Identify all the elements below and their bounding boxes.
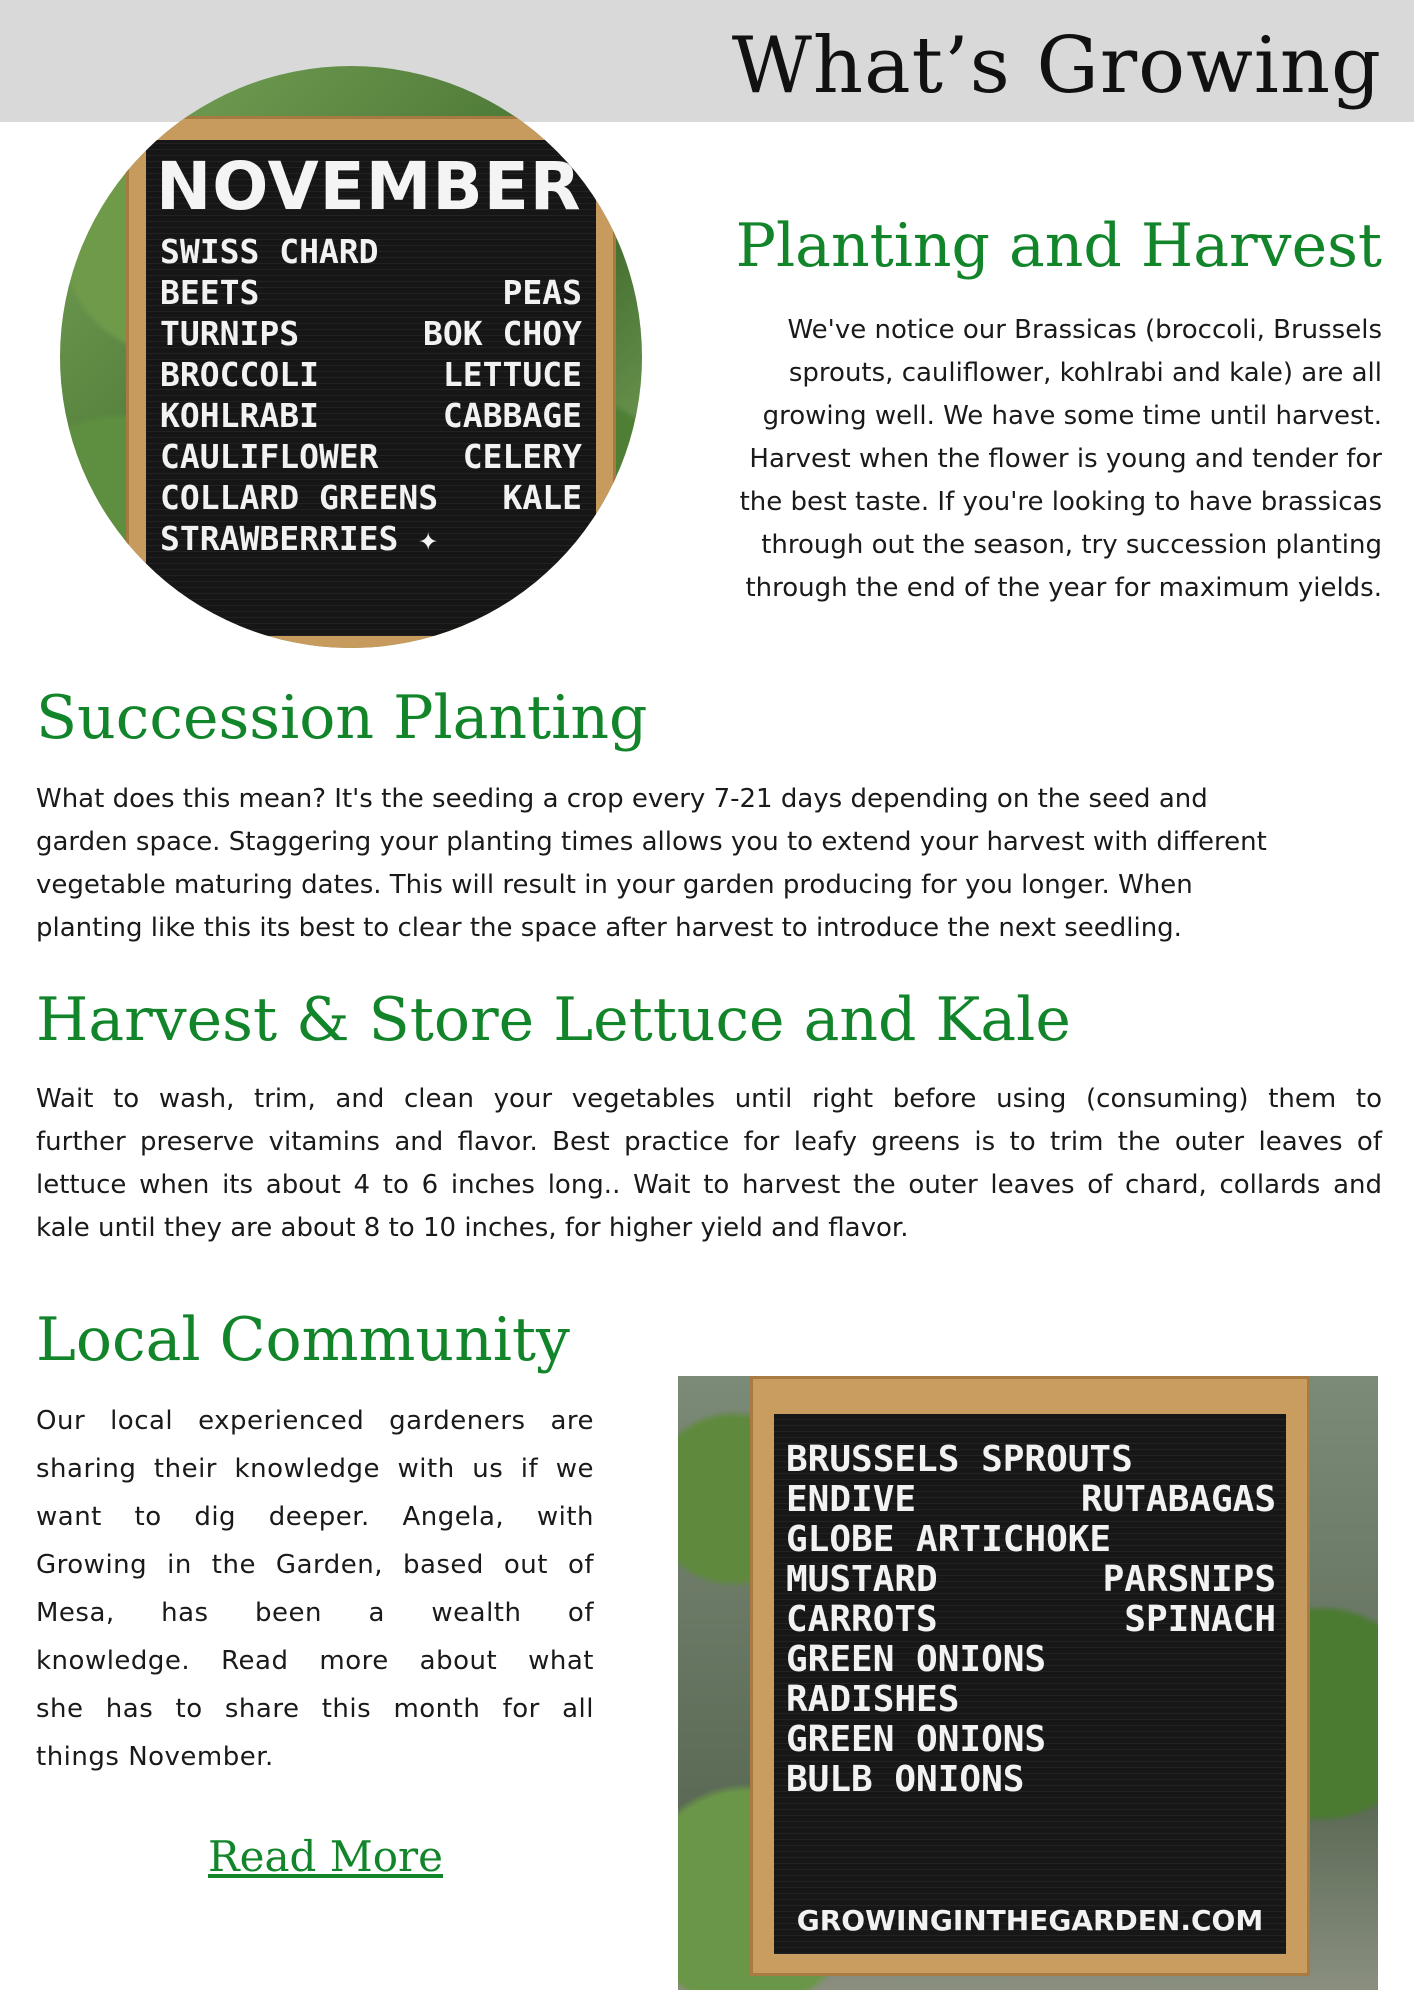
text-line: she has to share this month for all [36, 1694, 594, 1724]
community-heading: Local Community [36, 1305, 570, 1375]
board-word: STRAWBERRIES ✦ [160, 519, 439, 558]
board-line [160, 355, 582, 395]
board-word: ENDIVE [786, 1479, 917, 1520]
succession-paragraph [36, 778, 1386, 950]
board-word: BRUSSELS SPROUTS [786, 1439, 1133, 1480]
vegetable-board-photo [678, 1376, 1378, 1990]
letter-board-frame [126, 116, 616, 648]
letter-board-frame [750, 1376, 1310, 1976]
board-word: BULB ONIONS [786, 1759, 1025, 1800]
text-line: kale until they are about 8 to 10 inches, for higher yield and flavor. [36, 1213, 909, 1243]
board-word: MUSTARD [786, 1559, 938, 1600]
board-line [786, 1480, 1276, 1520]
board-word: CABBAGE [442, 396, 582, 435]
text-line: Wait to wash, trim, and clean your vegetables until right before using (consuming) them to [36, 1084, 1382, 1114]
board-word: CELERY [462, 437, 582, 476]
board-word: CARROTS [786, 1599, 938, 1640]
text-line: sharing their knowledge with us if we [36, 1454, 594, 1484]
text-line: lettuce when its about 4 to 6 inches long.. Wait to harvest the outer leaves of chard, collards and [36, 1170, 1382, 1200]
board-line [786, 1640, 1276, 1680]
read-more-link[interactable]: Read More [208, 1832, 443, 1881]
text-line: the best taste. If you're looking to have brassicas [739, 487, 1382, 517]
board-line [160, 478, 582, 518]
community-paragraph [36, 1397, 594, 1781]
board-word: CAULIFLOWER [160, 437, 379, 476]
text-line: further preserve vitamins and flavor. Best practice for leafy greens is to trim the outer leaves of [36, 1127, 1382, 1157]
board-word: COLLARD GREENS [160, 478, 439, 517]
text-line: Our local experienced gardeners are [36, 1406, 594, 1436]
board-line [786, 1760, 1276, 1800]
text-line: things November. [36, 1742, 274, 1772]
board-line [786, 1440, 1276, 1480]
text-line: Mesa, has been a wealth of [36, 1598, 594, 1628]
text-line: want to dig deeper. Angela, with [36, 1502, 594, 1532]
text-line: planting like this its best to clear the space after harvest to introduce the next seedling. [36, 913, 1182, 943]
succession-heading: Succession Planting [36, 683, 648, 753]
board-line [160, 396, 582, 436]
november-board-photo [60, 66, 642, 648]
text-line: We've notice our Brassicas (broccoli, Brussels [787, 315, 1382, 345]
board-line [786, 1560, 1276, 1600]
letter-board-felt [146, 140, 596, 636]
board-word: KOHLRABI [160, 396, 319, 435]
board-word: GLOBE ARTICHOKE [786, 1519, 1112, 1560]
board-word: LETTUCE [442, 355, 582, 394]
page-title: What’s Growing [731, 21, 1382, 111]
board-line [160, 232, 582, 272]
text-line: garden space. Staggering your planting times allows you to extend your harvest with different [36, 827, 1267, 857]
board-line [160, 437, 582, 477]
harvest-store-paragraph [36, 1078, 1382, 1250]
board-line [160, 273, 582, 313]
text-line: growing well. We have some time until harvest. [762, 401, 1382, 431]
board-word: BROCCOLI [160, 355, 319, 394]
text-line: through out the season, try succession planting [761, 530, 1382, 560]
planting-heading: Planting and Harvest [735, 211, 1382, 281]
board-word: BEETS [160, 273, 260, 312]
board-line [786, 1600, 1276, 1640]
text-line: sprouts, cauliflower, kohlrabi and kale) are all [788, 358, 1382, 388]
board-word: KALE [502, 478, 582, 517]
text-line: What does this mean? It's the seeding a crop every 7-21 days depending on the seed and [36, 784, 1208, 814]
letter-board-felt [774, 1414, 1286, 1954]
board-word: BOK CHOY [423, 314, 582, 353]
board-line [786, 1680, 1276, 1720]
planting-paragraph [682, 309, 1382, 610]
text-line: knowledge. Read more about what [36, 1646, 594, 1676]
text-line: Growing in the Garden, based out of [36, 1550, 594, 1580]
text-line: Harvest when the flower is young and tender for [749, 444, 1382, 474]
harvest-store-heading: Harvest & Store Lettuce and Kale [36, 985, 1071, 1055]
board-word: SPINACH [1124, 1599, 1276, 1640]
text-line: through the end of the year for maximum yields. [745, 573, 1382, 603]
board-word: SWISS CHARD [160, 232, 379, 271]
board-word: RADISHES [786, 1679, 960, 1720]
board-word: PARSNIPS [1102, 1559, 1276, 1600]
board-line [160, 519, 582, 559]
board-word: RUTABAGAS [1080, 1479, 1276, 1520]
board-word: TURNIPS [160, 314, 300, 353]
board-word: PEAS [502, 273, 582, 312]
board-line [786, 1720, 1276, 1760]
board-month: NOVEMBER [156, 148, 582, 225]
board-line [160, 314, 582, 354]
text-line: vegetable maturing dates. This will result in your garden producing for you longer. When [36, 870, 1193, 900]
board-website: GROWINGINTHEGARDEN.COM [796, 1904, 1264, 1937]
board-line [786, 1520, 1276, 1560]
board-word: GREEN ONIONS [786, 1719, 1047, 1760]
board-word: GREEN ONIONS [786, 1639, 1047, 1680]
